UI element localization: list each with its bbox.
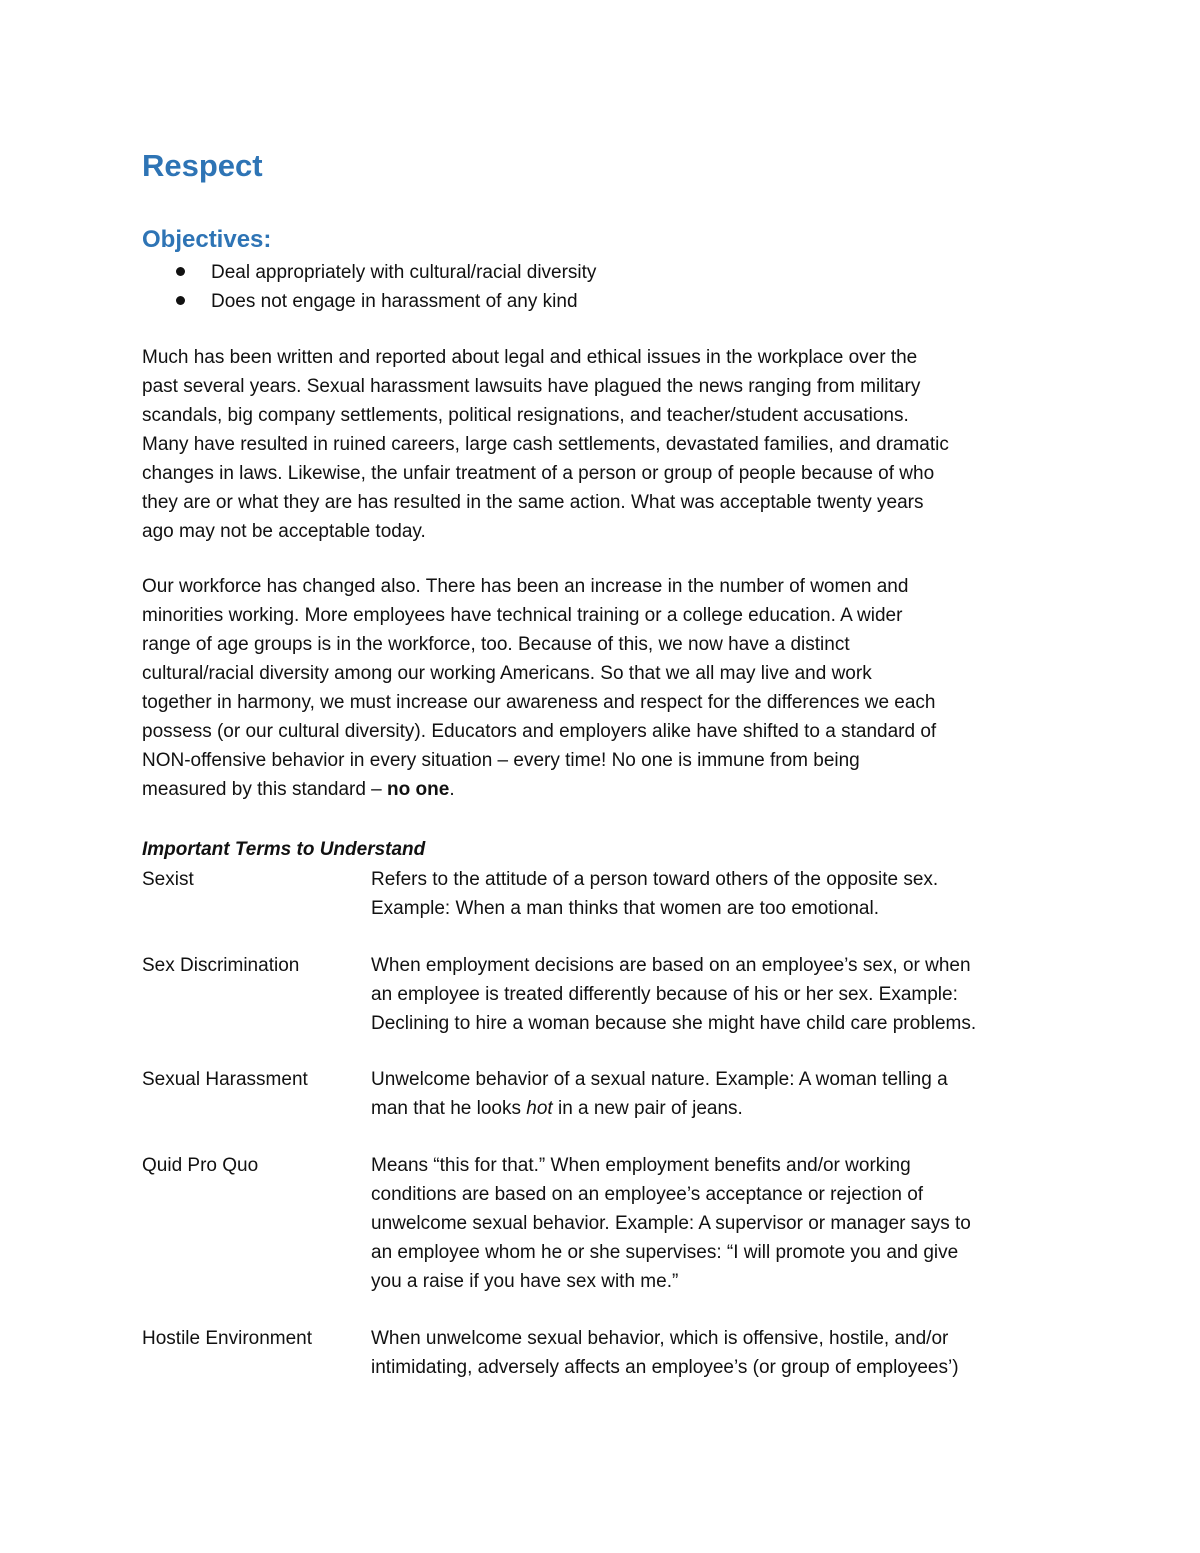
paragraph-line: minorities working. More employees have technical training or a college education. A wider	[142, 605, 903, 626]
definition-line: Means “this for that.” When employment benefits and/or working	[371, 1155, 911, 1176]
term-definition	[371, 865, 1071, 923]
term-name: Sexual Harassment	[142, 1069, 308, 1090]
definition-line: When unwelcome sexual behavior, which is offensive, hostile, and/or	[371, 1328, 949, 1349]
paragraph-line: NON-offensive behavior in every situation – every time! No one is immune from being	[142, 750, 860, 771]
definition-line: intimidating, adversely affects an employee’s (or group of employees’)	[371, 1357, 959, 1378]
paragraph-line: ago may not be acceptable today.	[142, 521, 426, 542]
paragraph-text: .	[449, 779, 455, 800]
objective-item	[142, 287, 596, 316]
definition-line: Refers to the attitude of a person toward others of the opposite sex.	[371, 869, 939, 890]
definition-text: in a new pair of jeans.	[552, 1098, 743, 1119]
intro-paragraph	[142, 343, 1072, 546]
paragraph-line-last	[142, 775, 1072, 804]
definition-line: you a raise if you have sex with me.”	[371, 1271, 679, 1292]
paragraph-line: scandals, big company settlements, political resignations, and teacher/student accusations.	[142, 405, 909, 426]
definition-line: When employment decisions are based on an employee’s sex, or when	[371, 955, 971, 976]
definition-line: an employee is treated differently because of his or her sex. Example:	[371, 984, 958, 1005]
definition-text: man that he looks	[371, 1098, 527, 1119]
paragraph-line: possess (or our cultural diversity). Educators and employers alike have shifted to a standard of	[142, 721, 937, 742]
definition-line: conditions are based on an employee’s acceptance or rejection of	[371, 1184, 924, 1205]
paragraph-line: Much has been written and reported about legal and ethical issues in the workplace over the	[142, 347, 918, 368]
paragraph-line: changes in laws. Likewise, the unfair treatment of a person or group of people because of who	[142, 463, 935, 484]
paragraph-text: measured by this standard –	[142, 779, 388, 800]
term-definition	[371, 1151, 1071, 1296]
page-title: Respect	[142, 148, 263, 183]
objective-item	[142, 258, 596, 287]
workforce-paragraph	[142, 572, 1072, 804]
paragraph-line: range of age groups is in the workforce, too. Because of this, we now have a distinct	[142, 634, 850, 655]
definition-line: unwelcome sexual behavior. Example: A supervisor or manager says to	[371, 1213, 971, 1234]
objective-text: Does not engage in harassment of any kind	[211, 291, 578, 312]
term-name: Sex Discrimination	[142, 955, 300, 976]
paragraph-line: past several years. Sexual harassment lawsuits have plagued the news ranging from military	[142, 376, 921, 397]
emphasis-text: no one	[387, 779, 450, 800]
objectives-list	[142, 258, 596, 316]
term-name: Sexist	[142, 869, 194, 890]
objectives-heading: Objectives:	[142, 226, 272, 253]
definition-line: Declining to hire a woman because she might have child care problems.	[371, 1013, 977, 1034]
bullet-icon	[176, 267, 185, 276]
paragraph-line: cultural/racial diversity among our working Americans. So that we all may live and work	[142, 663, 872, 684]
term-definition	[371, 951, 1071, 1038]
objective-text: Deal appropriately with cultural/racial diversity	[211, 262, 597, 283]
term-definition	[371, 1065, 1071, 1123]
term-name: Hostile Environment	[142, 1328, 313, 1349]
definition-line: Example: When a man thinks that women are too emotional.	[371, 898, 879, 919]
term-name: Quid Pro Quo	[142, 1155, 259, 1176]
definition-line: Unwelcome behavior of a sexual nature. Example: A woman telling a	[371, 1069, 948, 1090]
term-definition	[371, 1324, 1071, 1382]
italic-text: hot	[526, 1098, 553, 1119]
paragraph-line: they are or what they are has resulted in the same action. What was acceptable twenty years	[142, 492, 924, 513]
paragraph-line: together in harmony, we must increase our awareness and respect for the differences we each	[142, 692, 936, 713]
paragraph-line: Many have resulted in ruined careers, large cash settlements, devastated families, and dramatic	[142, 434, 949, 455]
definition-line: an employee whom he or she supervises: “I will promote you and give	[371, 1242, 959, 1263]
definition-line	[371, 1094, 1071, 1123]
terms-heading: Important Terms to Understand	[142, 839, 426, 860]
paragraph-line: Our workforce has changed also. There has been an increase in the number of women and	[142, 576, 909, 597]
bullet-icon	[176, 296, 185, 305]
